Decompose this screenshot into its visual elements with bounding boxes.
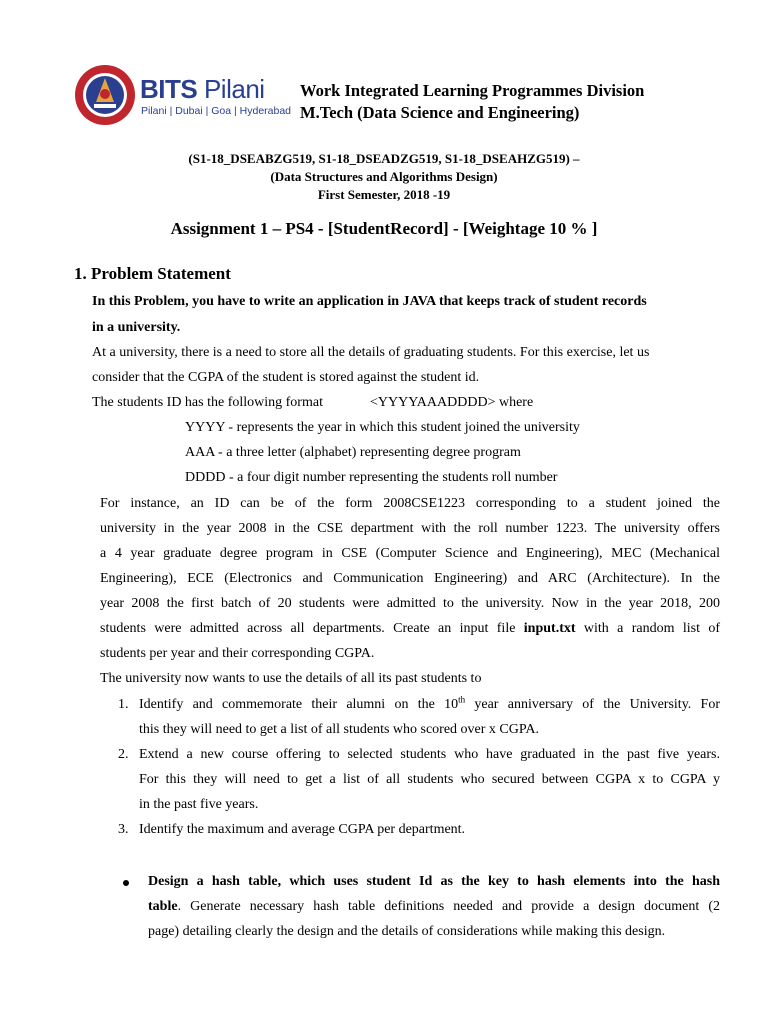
paragraph-3: The university now wants to use the details of all its past students to	[100, 671, 482, 686]
list-item-2-line-2: For this they will need to get a list of all students who secured between CGPA x to CGPA y	[139, 772, 720, 787]
intro-line-2: in a university.	[92, 320, 181, 335]
program-name: M.Tech (Data Science and Engineering)	[300, 103, 580, 122]
list-item-1-number: 1.	[118, 697, 129, 712]
format-label: The students ID has the following format	[92, 395, 323, 410]
paragraph-2-line-3: a 4 year graduate degree program in CSE (Computer Science and Engineering), MEC (Mechanical	[100, 546, 720, 561]
section-heading: 1. Problem Statement	[74, 264, 231, 283]
list-item-2-line-3: in the past five years.	[139, 797, 259, 812]
paragraph-2-line-5: year 2008 the first batch of 20 students were admitted to the university. Now in the year 2018, 200	[100, 596, 720, 611]
list-item-2-line-1: Extend a new course offering to selected students who have graduated in the past five years.	[139, 747, 720, 762]
list-item-3-number: 3.	[118, 822, 129, 837]
course-codes: (S1-18_DSEABZG519, S1-18_DSEADZG519, S1-18_DSEAHZG519) –	[188, 151, 580, 166]
header-title	[300, 80, 644, 124]
paragraph-2-line-7: students per year and their corresponding CGPA.	[100, 646, 375, 661]
paragraph-1-line-1: At a university, there is a need to store all the details of graduating students. For this exercise, let us	[92, 345, 650, 360]
list-item-3-line-1: Identify the maximum and average CGPA per department.	[139, 822, 466, 837]
brand-name: BITS Pilani	[140, 74, 265, 104]
bits-seal-icon	[74, 64, 136, 126]
bullet-icon	[123, 880, 129, 886]
paragraph-2-line-6: students were admitted across all departments. Create an input file input.txt with a random list of	[100, 621, 720, 636]
list-item-1-line-1: Identify and commemorate their alumni on the 10th year anniversary of the University. For	[139, 694, 720, 712]
definition-aaa: AAA - a three letter (alphabet) representing degree program	[185, 445, 521, 460]
list-item-1-line-2: this they will need to get a list of all students who scored over x CGPA.	[139, 722, 539, 737]
bullet-line-2: table. Generate necessary hash table definitions needed and provide a design document (2	[148, 899, 720, 914]
definition-dddd: DDDD - a four digit number representing the students roll number	[185, 470, 558, 485]
format-value: <YYYYAAADDDD> where	[370, 395, 534, 410]
paragraph-1-line-2: consider that the CGPA of the student is stored against the student id.	[92, 370, 480, 385]
input-filename: input.txt	[523, 621, 576, 636]
division-name: Work Integrated Learning Programmes Division	[300, 81, 645, 100]
list-item-2-number: 2.	[118, 747, 129, 762]
intro-line-1: In this Problem, you have to write an application in JAVA that keeps track of student records	[92, 294, 647, 309]
bits-pilani-logo	[74, 64, 292, 128]
brand-campuses: Pilani | Dubai | Goa | Hyderabad	[141, 105, 292, 117]
paragraph-2-line-4: Engineering), ECE (Electronics and Communication Engineering) and ARC (Architecture). In the	[100, 571, 720, 586]
bullet-line-3: page) detailing clearly the design and the details of considerations while making this design.	[148, 924, 666, 939]
course-name: (Data Structures and Algorithms Design)	[270, 169, 498, 184]
paragraph-2-line-1: For instance, an ID can be of the form 2008CSE1223 corresponding to a student joined the	[100, 496, 720, 511]
course-semester: First Semester, 2018 -19	[317, 187, 451, 202]
definition-yyyy: YYYY - represents the year in which this student joined the university	[185, 420, 580, 435]
assignment-title: Assignment 1 – PS4 - [StudentRecord] - [Weightage 10 % ]	[170, 219, 598, 238]
paragraph-2-line-2: university in the year 2008 in the CSE department with the roll number 1223. The university offers	[100, 521, 720, 536]
bullet-line-1: Design a hash table, which uses student Id as the key to hash elements into the hash	[148, 874, 720, 889]
